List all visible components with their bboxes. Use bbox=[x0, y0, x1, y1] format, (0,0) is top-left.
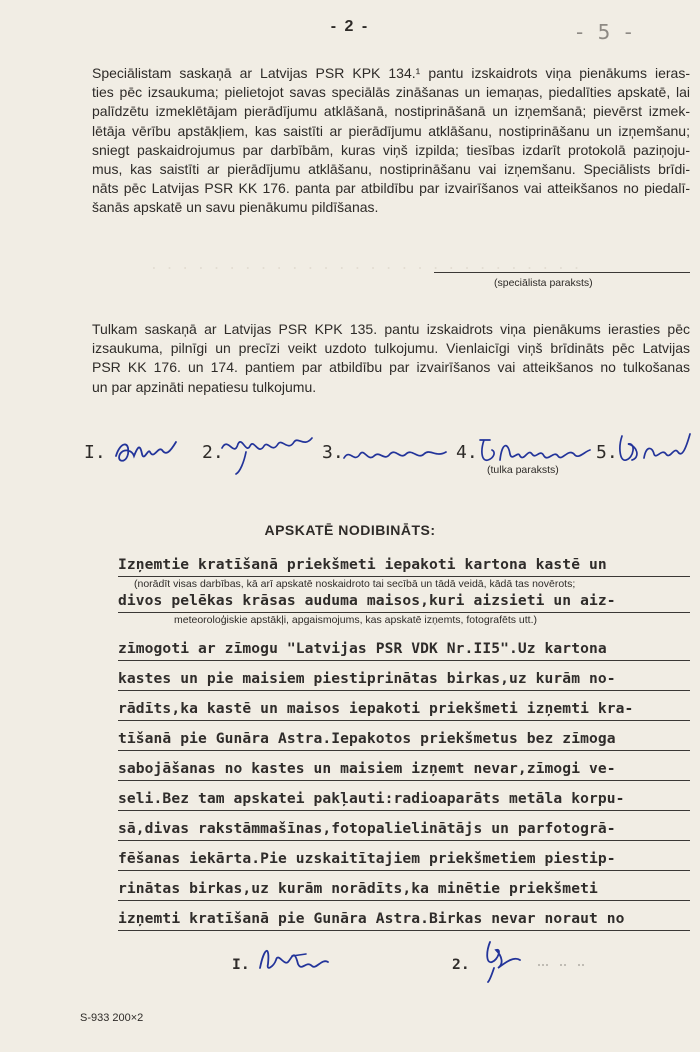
paragraph-line: PSR KK 176. un 174. pantiem par atbildību par izvairīšanos vai atteikšanos no tulkošanas bbox=[92, 359, 690, 376]
handwritten-signature-bottom-2 bbox=[480, 934, 540, 984]
paragraph-line: lētāja vērību apstākļiem, kas saistīti ar pierādījumu atklāšanu, nostiprināšanu un izņemšanu; bbox=[92, 122, 690, 139]
handwritten-signature-3 bbox=[340, 434, 450, 470]
form-guide-line bbox=[118, 810, 690, 811]
signature-number: 5. bbox=[596, 442, 618, 463]
form-guide-line bbox=[118, 840, 690, 841]
form-code: S-933 200×2 bbox=[80, 1012, 144, 1024]
signature-number: 4. bbox=[456, 442, 478, 463]
translator-signatures-row bbox=[84, 436, 684, 476]
typed-line: tīšanā pie Gunāra Astra.Iepakotos priekšmetus bez zīmoga bbox=[118, 730, 616, 747]
typed-line: sā,divas rakstāmmašīnas,fotopalielinātājs un parfotogrā- bbox=[118, 820, 616, 837]
typed-line: fēšanas iekārta.Pie uzskaitītajiem priekšmetiem piestip- bbox=[118, 850, 616, 867]
handwritten-signature-2 bbox=[218, 428, 318, 476]
paragraph-line: šanās apskatē un savu pienākumu pildīšanas. bbox=[92, 199, 379, 216]
form-guide-line bbox=[118, 870, 690, 871]
signature-number: 2. bbox=[202, 442, 224, 463]
form-guide-line bbox=[118, 660, 690, 661]
typed-line: rādīts,ka kastē un maisos iepakoti priekšmeti izņemti kra- bbox=[118, 700, 634, 717]
page-number: - 2 - bbox=[330, 18, 370, 35]
form-hint: (norādīt visas darbības, kā arī apskatē noskaidroto tai secībā un tādā veidā, kādā tas novērots; bbox=[134, 578, 576, 590]
established-heading: APSKATĒ NODIBINĀTS: bbox=[264, 522, 436, 538]
paragraph-line: nāts pēc Latvijas PSR KK 176. panta par atbildību par izvairīšanos vai atteikšanos no piedalī- bbox=[92, 180, 690, 197]
paragraph-line: Tulkam saskaņā ar Latvijas PSR KPK 135. pantu izskaidrots viņa pienākums ierasties pēc bbox=[92, 321, 690, 337]
paragraph-line: ties pēc izsaukuma; pielietojot savas speciālās zināšanas un iemaņas, piedalīties apskatē, lai bbox=[92, 84, 690, 101]
typed-line: rinātas birkas,uz kurām norādīts,ka minētie priekšmeti bbox=[118, 880, 598, 897]
pencil-dash-mark bbox=[536, 962, 586, 968]
form-guide-line bbox=[118, 750, 690, 751]
paragraph-line: palīdzētu izmeklētājam pierādījumu atklāšanā, nostiprināšanā un izņemšanā; pievērst izmek- bbox=[92, 103, 690, 120]
specialist-paragraph bbox=[92, 64, 690, 218]
specialist-signature-caption: (speciālista paraksts) bbox=[494, 277, 593, 289]
signature-number: 3. bbox=[322, 442, 344, 463]
form-hint: meteoroloģiskie apstākļi, apgaismojums, kas apskatē izņemts, fotografēts utt.) bbox=[174, 614, 537, 626]
typed-line: sabojāšanas no kastes un maisiem izņemt nevar,zīmogi ve- bbox=[118, 760, 616, 777]
typed-line: divos pelēkas krāsas auduma maisos,kuri aizsieti un aiz- bbox=[118, 592, 616, 609]
paragraph-line: Speciālistam saskaņā ar Latvijas PSR KPK 134.¹ pantu izskaidrots viņa pienākums ieras- bbox=[92, 65, 690, 81]
handwritten-signature-5 bbox=[614, 428, 694, 472]
bleed-through: . . . . . . . . . . . . . . . . . . . . . . . . . . . . bbox=[150, 258, 581, 273]
paragraph-line: sniegt paskaidrojumus par darbībām, kuras viņš izpilda; tiesības izdarīt protokolā paziņoju- bbox=[92, 141, 690, 158]
form-guide-line bbox=[118, 612, 690, 613]
form-guide-line bbox=[118, 780, 690, 781]
form-guide-line bbox=[118, 930, 690, 931]
signature-number: I. bbox=[84, 442, 106, 463]
typed-line: izņemti kratīšanā pie Gunāra Astra.Birkas nevar noraut no bbox=[118, 910, 625, 927]
typed-line: Izņemtie kratīšanā priekšmeti iepakoti kartona kastē un bbox=[118, 556, 607, 573]
form-guide-line bbox=[118, 900, 690, 901]
signature-number: I. bbox=[232, 956, 250, 973]
paragraph-line: mus, kas saistīti ar pierādījumu atklāšanu, nostiprināšanu vai izņemšanu. Speciālists brīdi- bbox=[92, 161, 690, 178]
pencil-page-mark: - 5 - bbox=[576, 20, 636, 44]
translator-signature-caption: (tulka paraksts) bbox=[487, 464, 559, 476]
paragraph-line: izsaukuma, pilnīgi un precīzi veikt uzdoto tulkojumu. Vienlaicīgi viņš brīdināts pēc Latvijas bbox=[92, 340, 690, 357]
paragraph-line: un par apzināti nepatiesu tulkojumu. bbox=[92, 378, 317, 395]
typed-line: seli.Bez tam apskatei pakļauti:radioaparāts metāla korpu- bbox=[118, 790, 625, 807]
form-guide-line bbox=[118, 720, 690, 721]
handwritten-signature-1 bbox=[110, 432, 180, 472]
signature-number: 2. bbox=[452, 956, 470, 973]
typed-line: zīmogoti ar zīmogu "Latvijas PSR VDK Nr.II5".Uz kartona bbox=[118, 640, 607, 657]
form-guide-line bbox=[118, 690, 690, 691]
form-guide-line bbox=[118, 576, 690, 577]
typed-line: kastes un pie maisiem piestiprinātas birkas,uz kurām no- bbox=[118, 670, 616, 687]
handwritten-signature-bottom-1 bbox=[254, 938, 334, 978]
translator-paragraph bbox=[92, 320, 690, 397]
specialist-signature-line bbox=[434, 272, 690, 273]
